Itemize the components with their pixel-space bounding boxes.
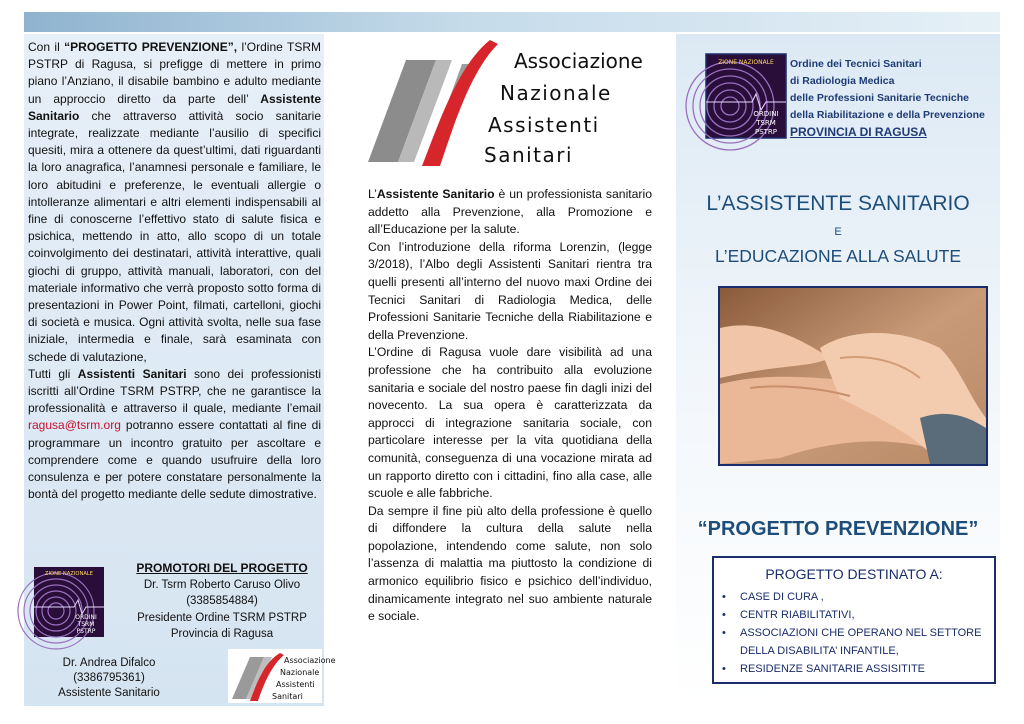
text-run: è un professionista sanitario addetto alla Prevenzione, alla Promozione e all’Educazione per la salute. [368, 187, 652, 237]
logo-line-4: Sanitari [484, 143, 574, 167]
svg-text:TSRM: TSRM [77, 621, 95, 628]
text-run: Tutti gli [28, 366, 78, 381]
svg-text:Associazione: Associazione [284, 656, 336, 665]
middle-text [368, 186, 652, 626]
ordine-tsrm-logo-small [34, 567, 104, 637]
text-run: l’Ordine TSRM PSTRP di Ragusa, si prefigge di mettere in primo piano l’Anziano, il disabile bambino e adulto mediante un approccio diretto da parte dell’ [28, 40, 322, 106]
left-panel [24, 34, 336, 706]
target-title: PROGETTO DESTINATO A: [765, 566, 943, 582]
ordine-line-3: delle Professioni Sanitarie Tecniche [790, 92, 969, 104]
list-item: • RESIDENZE SANITARIE ASSISITITE [720, 660, 994, 678]
target-box [712, 556, 996, 684]
ordine-line-4: della Riabilitazione e della Prevenzione [790, 109, 985, 121]
svg-text:TSRM: TSRM [756, 119, 776, 127]
svg-text:Nazionale: Nazionale [280, 668, 320, 677]
bold-text: Assistente Sanitario [28, 91, 321, 123]
svg-text:PSTRP: PSTRP [754, 128, 778, 136]
promoter-role: Presidente Ordine TSRM PSTRP [137, 611, 307, 624]
second-promoter-role: Assistente Sanitario [58, 687, 160, 699]
logo-line-2: Nazionale [500, 81, 612, 105]
middle-paragraph-3 [368, 344, 652, 502]
left-text [28, 39, 321, 503]
middle-paragraph-2 [368, 239, 652, 345]
logo-line-3: Assistenti [488, 113, 600, 137]
main-title: L’ASSISTENTE SANITARIO [706, 192, 970, 215]
second-promoter-name: Dr. Andrea Difalco [62, 657, 156, 669]
svg-text:Sanitari: Sanitari [272, 692, 303, 701]
logo-top-text: ZIONE NAZIONALE [44, 571, 94, 577]
ordine-line-1: Ordine dei Tecnici Sanitari [790, 58, 922, 70]
second-promoter [44, 656, 174, 701]
right-panel [676, 34, 1000, 706]
list-item: • ASSOCIAZIONI CHE OPERANO NEL SETTORE DELLA DISABILITA’ INFANTILE, [720, 624, 994, 660]
second-promoter-phone: (3386795361) [73, 672, 145, 684]
title-conjunction: E [834, 226, 842, 238]
left-paragraph-2 [28, 366, 321, 504]
logo-line-1: Associazione [514, 49, 643, 73]
middle-paragraph-1 [368, 186, 652, 239]
text-run: potranno essere contattati al fine di programmare un incontro gratuito per ascoltare e comprendere come e quando usufruire della loro consulenza e per potere constatare personalmente la bontà del progetto mediante delle sedute dimostrative. [28, 418, 321, 502]
email-link[interactable]: ragusa@tsrm.org [28, 418, 121, 433]
holding-hands-photo [718, 286, 988, 466]
list-item: • CASE DI CURA , [720, 588, 994, 606]
promoters-block [118, 560, 326, 643]
svg-text:ORDINI: ORDINI [75, 614, 97, 621]
target-list [720, 588, 994, 678]
svg-text:PSTRP: PSTRP [76, 628, 96, 635]
text-run: Con l’introduzione della riforma Lorenzin, (legge 3/2018), l’Albo degli Assistenti Sanitari rientra tra quelli presenti all’interno del nuovo maxi Ordine dei Tecnici Sanitari di Radiologia Medica, delle Professioni Sanitarie Tecniche della Riabilitazione e della Prevenzione. [368, 239, 652, 342]
project-title: “PROGETTO PREVENZIONE” [697, 518, 979, 540]
text-run: L’Ordine di Ragusa vuole dare visibilità ad una professione che ha contribuito alla evoluzione sanitaria e sociale del nostro paese fin dagli inizi del novecento. La sua opera è caratterizzata da approcci di integrazione sanitaria sociale, con particolare interesse per la vita quotidiana della comunità, conseguenza di una vocazione mirata ad un rapporto diretto con i cittadini, fino alla case, alle scuole e alle fabbriche. [368, 345, 652, 501]
bold-text: Assistente Sanitario [376, 187, 495, 201]
ordine-heading [790, 56, 1000, 141]
top-banner [24, 12, 1000, 32]
bold-text: “PROGETTO PREVENZIONE”, [64, 40, 238, 54]
promoter-name: Dr. Tsrm Roberto Caruso Olivo [143, 578, 301, 591]
text-run: Con il [28, 40, 65, 54]
promoter-province: Provincia di Ragusa [170, 628, 274, 640]
svg-text:ZIONE NAZIONALE: ZIONE NAZIONALE [718, 59, 774, 66]
main-subtitle: L’EDUCAZIONE ALLA SALUTE [714, 246, 962, 266]
ordine-province: PROVINCIA DI RAGUSA [790, 125, 927, 139]
ordine-tsrm-logo [706, 54, 786, 138]
ana-logo [364, 34, 654, 169]
bold-text: Assistenti Sanitari [77, 366, 187, 381]
svg-text:Assistenti: Assistenti [276, 680, 315, 689]
left-paragraph-1 [28, 39, 321, 366]
middle-panel [364, 34, 654, 706]
middle-paragraph-4 [368, 503, 652, 626]
ordine-line-2: di Radiologia Medica [790, 75, 895, 87]
text-run: L’ [368, 187, 377, 201]
text-run: Da sempre il fine più alto della professione è quello di diffondere la cultura della salute nella popolazione, intendendo come salute, non solo l’assenza di malattia ma piuttosto la condizione di armonico equilibrio fisico e psichico dell’individuo, dinamicamente integrato nel suo ambiente naturale e sociale. [368, 503, 652, 624]
promoters-title: PROMOTORI DEL PROGETTO [136, 561, 308, 575]
list-item: • CENTR RIABILITATIVI, [720, 606, 994, 624]
svg-text:ORDINI: ORDINI [753, 110, 779, 118]
text-run: sono dei professionisti iscritti all’Ordine TSRM PSTRP, che ne garantisce la professionalità e attraverso il quale, mediante l’email [28, 366, 321, 416]
promoter-phone: (3385854884) [186, 595, 258, 607]
ana-logo-small [228, 649, 336, 703]
text-run: che attraverso attività socio sanitarie integrate, realizzate mediante l’ausilio di specifici quesiti, mira a ottenere da quest’ultimi, dati riguardanti la loro anagrafica, l’anamnesi personale e familiare, le loro abitudini e preferenze, le eventuali allergie o intolleranze alimentari e altri elementi indispensabili al fine di conoscerne l’effettivo stato di salute fisica e psichica, mettendo in atto, allo scopo di un totale coinvolgimento dei destinatari, attività interattive, quali giochi di gruppo, attività manuali, laboratori, con del materiale informativo che verrà proposto sotto forma di presentazioni in Power Point, filmati, cartelloni, giochi di società e musica. Ogni attività svolta, nelle sua fase iniziale, intermedia e finale, sarà esaminata con schede di valutazione, [28, 108, 321, 364]
